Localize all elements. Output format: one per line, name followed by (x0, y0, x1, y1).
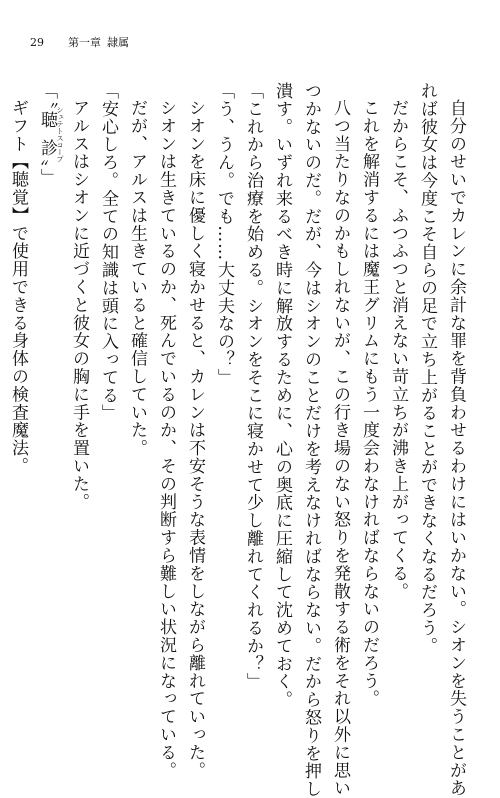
ruby-base: 聴診 (37, 106, 57, 163)
text-line: アルスはシオンに近づくと彼女の胸に手を置いた。 (69, 99, 89, 511)
quote-open: 「〝 (37, 82, 57, 110)
text-line: 自分のせいでカレンに余計な罪を背負わせるわけにはいかない。シオンを失うことがあ (446, 99, 466, 798)
dialogue-line: 「安心しろ。全ての知識は頭に入ってる」 (98, 82, 118, 423)
text-line: だからこそ、ふつふつと消えない苛立ちが沸き上がってくる。 (388, 99, 408, 601)
text-line: これを解消するには魔王グリムにもう一度会わなければならないのだろう。 (359, 99, 379, 708)
text-line: 八つ当たりなのかもしれないが、この行き場のない怒りを発散する術をそれ以外に思い (330, 99, 350, 798)
dialogue-line: 「これから治療を始める。シオンをそこに寝かせて少し離れてくれるか？」 (243, 82, 263, 691)
text-line: 潰す。いずれ来るべき時に解放するために、心の奥底に圧縮して沈めておく。 (272, 82, 292, 709)
text-line: シオンを床に優しく寝かせると、カレンは不安そうな表情をしながら離れていった。 (185, 99, 205, 780)
quote-close: 〟」 (37, 159, 57, 187)
ruby-word (37, 106, 64, 163)
text-line: れば彼女は今度こそ自らの足で立ち上がることができなくなるだろう。 (417, 82, 437, 655)
page-number: 29 (30, 35, 44, 49)
text-line: シオンは生きているのか、死んでいるのか、その判断すら難しい状況になっている。 (156, 99, 176, 780)
gift-prefix: ギフト (8, 99, 28, 153)
gift-description: で使用できる身体の検査魔法。 (8, 224, 28, 475)
chapter-heading (68, 34, 129, 50)
bracket-close: 】 (8, 206, 28, 225)
chapter-title: 隷属 (107, 36, 129, 49)
chapter-number: 第一章 (68, 36, 101, 49)
vertical-body-text (8, 82, 470, 798)
text-line (3, 82, 32, 682)
text-line: つかないのだ。だが、今はシオンのことだけを考えなければならない。だから怒りを押し (301, 82, 321, 798)
text-line (0, 82, 3, 682)
spell-dialogue-line (32, 82, 64, 682)
bracket-open: 【 (8, 152, 28, 171)
running-header (30, 34, 129, 50)
text-line: だが、アルスは生きていると確信していた。 (127, 99, 147, 457)
dialogue-line: 「う、うん。でも……大丈夫なの？」 (214, 82, 234, 387)
ruby-reading: シュテトスコープ (56, 106, 64, 163)
gift-name: 聴覚 (8, 170, 28, 207)
